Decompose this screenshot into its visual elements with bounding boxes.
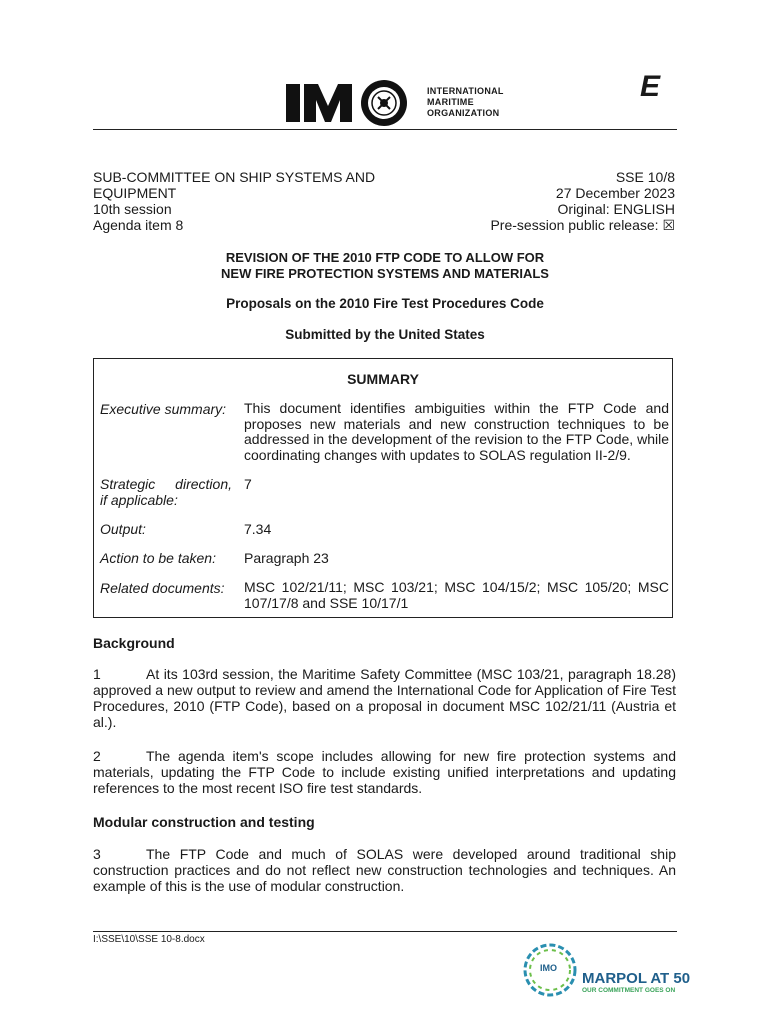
title-line-1: REVISION OF THE 2010 FTP CODE TO ALLOW FOR (225, 250, 545, 265)
summary-heading: SUMMARY (347, 371, 419, 387)
footer-divider (93, 931, 677, 932)
imo-logo (286, 80, 418, 126)
paragraph-1: At its 103rd session, the Maritime Safety Committee (MSC 103/21, paragraph 18.28) approved a new output to review and amend the International Code for Application of Fire Test Procedures, 2010 (FTP Code), based on a proposal in document MSC 102/21/11 (Austria et al.). (93, 666, 676, 730)
modular-heading: Modular construction and testing (93, 814, 315, 830)
language-code: E (640, 70, 661, 103)
org-name-line-2: MARITIME (427, 97, 474, 107)
committee-name-line-2: EQUIPMENT (93, 185, 177, 201)
paragraph-1-number: 1 (93, 666, 101, 682)
marpol-tagline: OUR COMMITMENT GOES ON (582, 987, 676, 994)
document-symbol: SSE 10/8 (615, 169, 675, 185)
summary-value-action: Paragraph 23 (244, 550, 329, 566)
document-date: 27 December 2023 (555, 185, 675, 201)
marpol-title: MARPOL AT 50 (582, 970, 691, 987)
agenda-item: Agenda item 8 (93, 217, 184, 233)
committee-name-line-1: SUB-COMMITTEE ON SHIP SYSTEMS AND (93, 169, 376, 185)
summary-value-executive: This document identifies ambiguities within the FTP Code and proposes new materials and new construction techniques to be addressed in the development of the revision to the FTP Code, while coordinating changes with updates to SOLAS regulation II-2/9. (244, 400, 669, 463)
session: 10th session (93, 201, 172, 217)
header-divider (93, 129, 677, 130)
marpol-imo-text: IMO (540, 963, 557, 973)
paragraph-3-number: 3 (93, 846, 101, 862)
summary-label-action: Action to be taken: (100, 550, 216, 566)
background-heading: Background (93, 635, 175, 651)
summary-value-output: 7.34 (244, 521, 272, 537)
file-path: I:\SSE\10\SSE 10-8.docx (93, 934, 205, 945)
summary-value-related: MSC 102/21/11; MSC 103/21; MSC 104/15/2; MSC 105/20; MSC 107/17/8 and SSE 10/17/1 (244, 579, 669, 611)
org-name-line-3: ORGANIZATION (427, 108, 500, 118)
summary-label-output: Output: (100, 521, 146, 537)
org-name-line-1: INTERNATIONAL (427, 86, 504, 96)
subtitle: Proposals on the 2010 Fire Test Procedures Code (226, 296, 544, 311)
summary-label-strategic-2: if applicable: (100, 492, 178, 508)
submitter: Submitted by the United States (285, 327, 485, 342)
release-status: Pre-session public release: ☒ (490, 217, 675, 233)
summary-label-executive: Executive summary: (100, 401, 227, 417)
summary-value-strategic: 7 (244, 476, 252, 492)
organization-name (427, 86, 504, 119)
summary-label-related: Related documents: (100, 580, 225, 596)
original-language: Original: ENGLISH (557, 201, 675, 217)
paragraph-2: The agenda item's scope includes allowing for new fire protection systems and materials, updating the FTP Code to include existing unified interpretations and updating references to the most recent ISO fire test standards. (93, 748, 676, 796)
title-line-2: NEW FIRE PROTECTION SYSTEMS AND MATERIALS (221, 266, 549, 281)
paragraph-3: The FTP Code and much of SOLAS were developed around traditional ship construction practices and do not reflect new construction technologies and techniques. An example of this is the use of modular construction. (93, 846, 676, 894)
summary-label-strategic-1: Strategic direction, (100, 476, 232, 492)
marpol-badge (520, 940, 691, 1000)
imo-emblem-icon (286, 80, 418, 126)
paragraph-2-number: 2 (93, 748, 101, 764)
